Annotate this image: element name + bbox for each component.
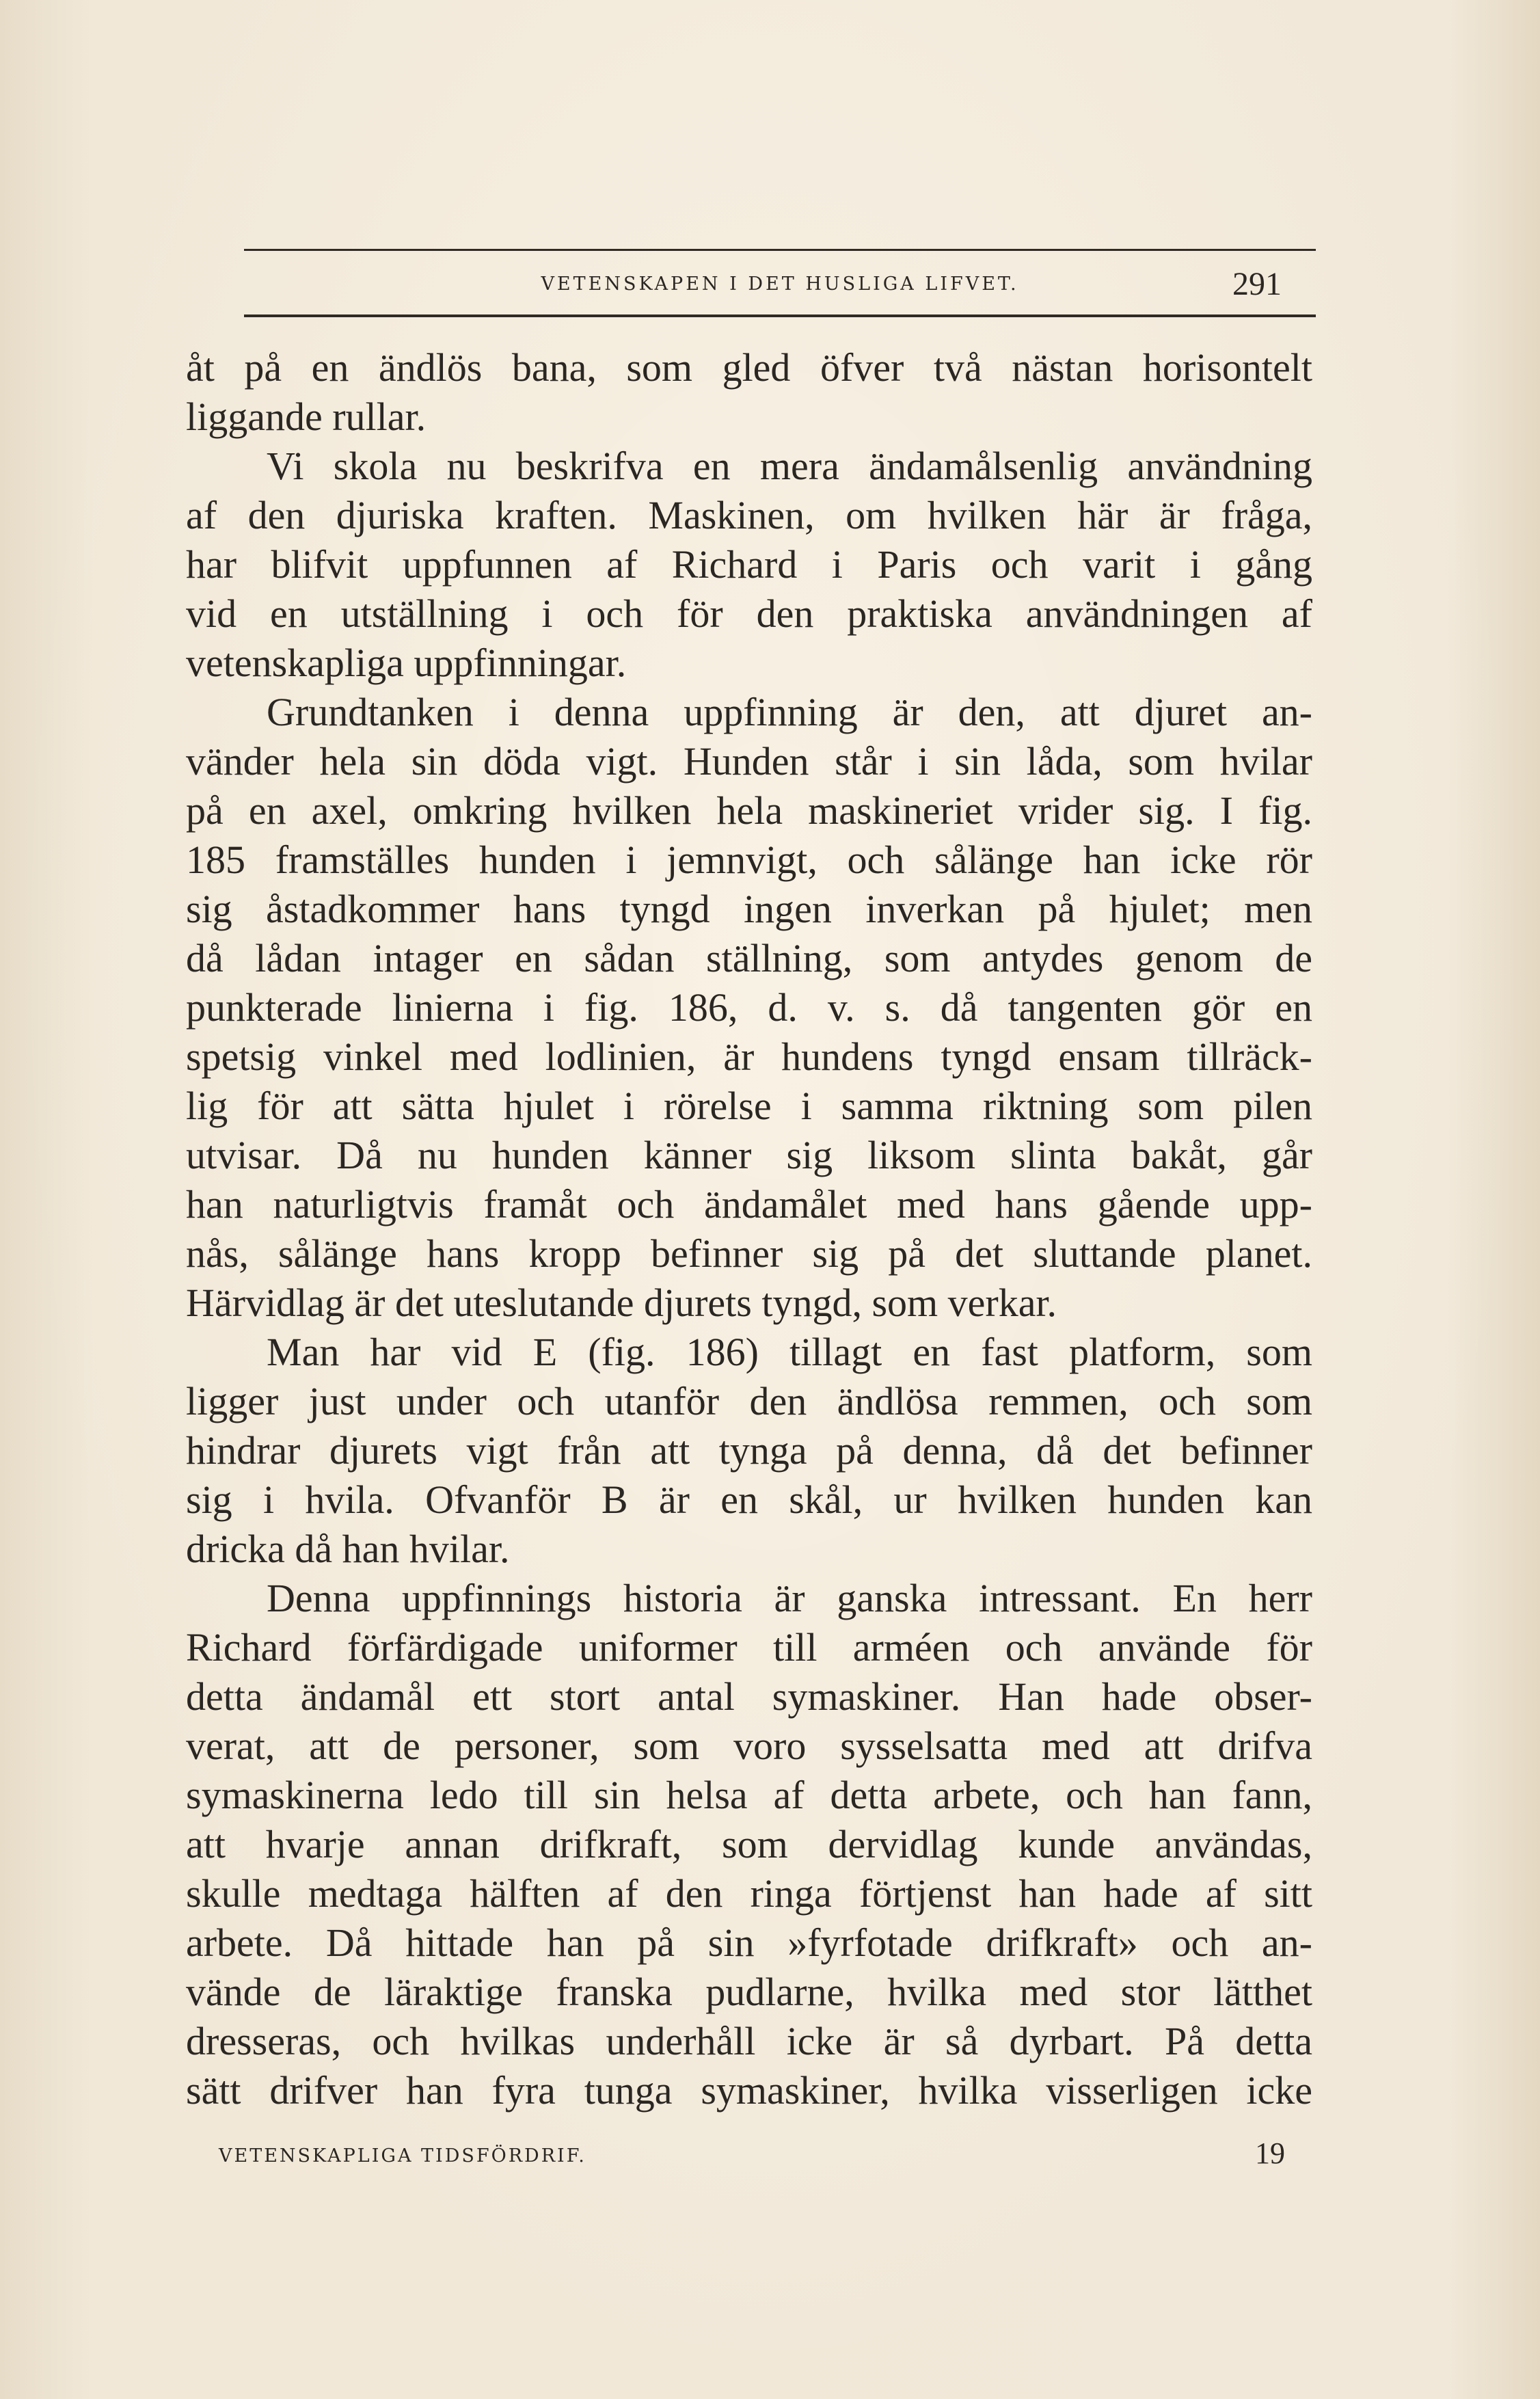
- text-line: liggande rullar.: [186, 394, 427, 439]
- text-line: har blifvit uppfunnen af Richard i Paris och varit i gång: [186, 542, 1312, 587]
- text-line: Man har vid E (fig. 186) tillagt en fast platform, som: [267, 1330, 1312, 1374]
- text-line: punkterade linierna i fig. 186, d. v. s. då tangenten gör en: [186, 985, 1312, 1030]
- text-line: verat, att de personer, som voro sysselsatta med att drifva: [186, 1724, 1312, 1768]
- text-line: detta ändamål ett stort antal symaskiner. Han hade obser-: [186, 1674, 1312, 1719]
- text-line: skulle medtaga hälften af den ringa förtjenst han hade af sitt: [186, 1871, 1312, 1916]
- text-line: han naturligtvis framåt och ändamålet med hans gående upp-: [186, 1182, 1312, 1227]
- text-line: utvisar. Då nu hunden känner sig liksom slinta bakåt, går: [186, 1133, 1312, 1177]
- text-line: lig för att sätta hjulet i rörelse i samma riktning som pilen: [186, 1084, 1312, 1128]
- text-line: Vi skola nu beskrifva en mera ändamålsenlig användning: [267, 444, 1312, 488]
- text-line: nås, sålänge hans kropp befinner sig på det sluttande planet.: [186, 1231, 1312, 1276]
- text-line: vid en utställning i och för den praktiska användningen af: [186, 591, 1312, 636]
- text-line: vetenskapliga uppfinningar.: [186, 641, 627, 685]
- header-top-rule: [244, 249, 1316, 251]
- text-line: åt på en ändlös bana, som gled öfver två nästan horisontelt: [186, 345, 1312, 390]
- signature-mark: 19: [1255, 2136, 1285, 2170]
- header-bottom-rule: [244, 314, 1316, 317]
- text-line: Richard förfärdigade uniformer till arméen och använde för: [186, 1625, 1312, 1670]
- text-line: sätt drifver han fyra tunga symaskiner, hvilka visserligen icke: [186, 2068, 1312, 2113]
- text-line: då lådan intager en sådan ställning, som antydes genom de: [186, 936, 1312, 980]
- text-line: af den djuriska kraften. Maskinen, om hvilken här är fråga,: [186, 493, 1312, 537]
- running-head: [244, 264, 1316, 305]
- text-line: Grundtanken i denna uppfinning är den, att djuret an-: [267, 690, 1312, 734]
- text-line: symaskinerna ledo till sin helsa af detta arbete, och han fann,: [186, 1773, 1312, 1817]
- text-line: vände de läraktige franska pudlarne, hvilka med stor lätthet: [186, 1970, 1312, 2014]
- page-number: 291: [1232, 266, 1282, 302]
- text-line: arbete. Då hittade han på sin »fyrfotade drifkraft» och an-: [186, 1920, 1312, 1965]
- text-line: på en axel, omkring hvilken hela maskineriet vrider sig. I fig.: [186, 788, 1312, 833]
- text-line: ligger just under och utanför den ändlösa remmen, och som: [186, 1379, 1312, 1423]
- text-line: Denna uppfinnings historia är ganska intressant. En herr: [267, 1576, 1312, 1620]
- page-footer: [219, 2136, 1285, 2177]
- body-text: [186, 343, 1312, 2115]
- text-line: 185 framställes hunden i jemnvigt, och sålänge han icke rör: [186, 837, 1312, 882]
- text-line: Härvidlag är det uteslutande djurets tyngd, som verkar.: [186, 1281, 1057, 1325]
- text-line: att hvarje annan drifkraft, som dervidlag kunde användas,: [186, 1822, 1312, 1866]
- text-line: dresseras, och hvilkas underhåll icke är så dyrbart. På detta: [186, 2019, 1312, 2063]
- footer-title: VETENSKAPLIGA TIDSFÖRDRIF.: [219, 2145, 586, 2167]
- running-title: VETENSKAPEN I DET HUSLIGA LIFVET.: [541, 273, 1019, 295]
- text-line: hindrar djurets vigt från att tynga på denna, då det befinner: [186, 1428, 1312, 1473]
- text-line: dricka då han hvilar.: [186, 1527, 510, 1571]
- text-line: sig i hvila. Ofvanför B är en skål, ur hvilken hunden kan: [186, 1477, 1312, 1522]
- text-line: spetsig vinkel med lodlinien, är hundens tyngd ensam tillräck-: [186, 1034, 1312, 1079]
- text-line: vänder hela sin döda vigt. Hunden står i sin låda, som hvilar: [186, 739, 1312, 783]
- text-line: sig åstadkommer hans tyngd ingen inverkan på hjulet; men: [186, 887, 1312, 931]
